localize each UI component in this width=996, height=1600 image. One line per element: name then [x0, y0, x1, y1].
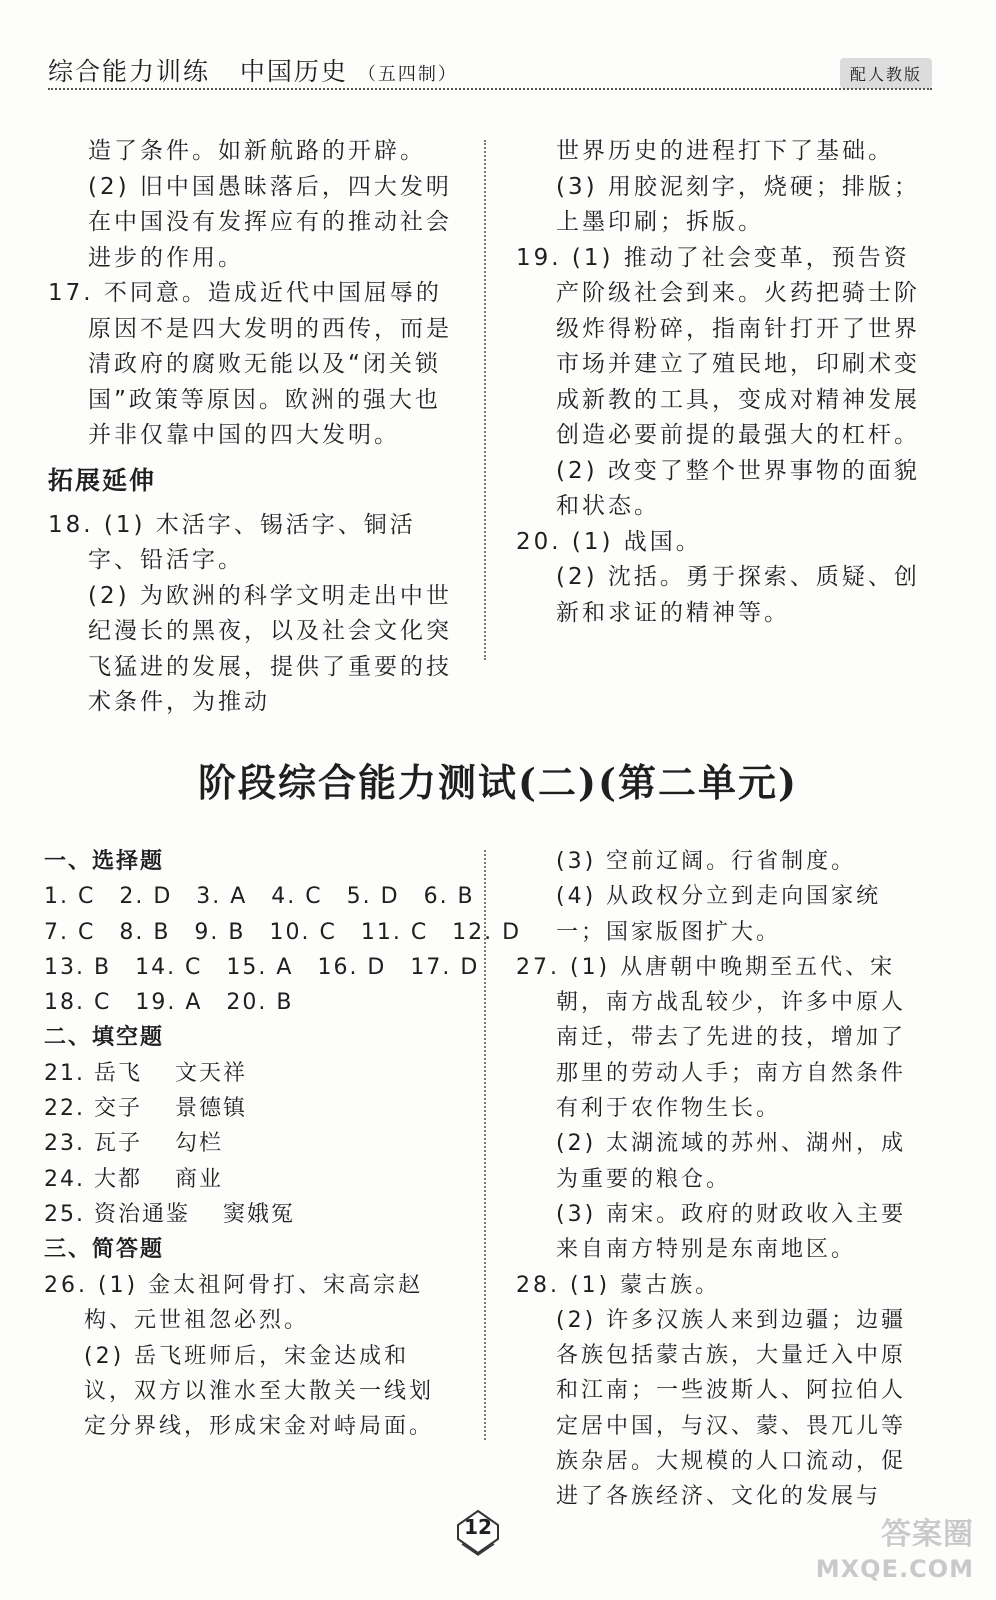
fill-answer-23: 23. 瓦子 勾栏: [44, 1131, 223, 1157]
book-title: 综合能力训练: [48, 57, 211, 86]
q19-part-1: 19. (1) 推动了社会变革，预告资产阶级社会到来。火药把骑士阶级炸得粉碎，指南针打开了世界市场并建立了殖民地，印刷术变成新教的工具，变成对精神发展创造必要前提的最强大的杠杆。: [516, 244, 920, 448]
mc-answers-row-3: 13. B 14. C 15. A 16. D 17. D: [44, 954, 480, 980]
fill-answer-21: 21. 岳飞 文天祥: [44, 1060, 247, 1086]
q18-part-3: (3) 用胶泥刻字，烧硬；排版；上墨印刷；拆版。: [556, 173, 920, 235]
q19-part-2: (2) 改变了整个世界事物的面貌和状态。: [556, 457, 920, 519]
mc-answers-row-4: 18. C 19. A 20. B: [44, 990, 294, 1016]
mc-answers-row-2: 7. C 8. B 9. B 10. C 11. C 12. D: [44, 919, 522, 945]
mc-answers-row-1: 1. C 2. D 3. A 4. C 5. D 6. B: [44, 884, 475, 910]
fill-answer-22: 22. 交子 景德镇: [44, 1096, 247, 1122]
q27-part-1: 27. (1) 从唐朝中晚期至五代、宋朝，南方战乱较少，许多中原人南迁，带去了先进的技，增加了那里的劳动人手；南方自然条件有利于农作物生长。: [516, 954, 907, 1122]
q18-part-2: (2) 为欧洲的科学文明走出中世纪漫长的黑夜，以及社会文化突飞猛进的发展，提供了重要的技术条件，为推动: [88, 582, 452, 715]
watermark-url: MXQE.COM: [815, 1555, 974, 1583]
q28-part-2: (2) 许多汉族人来到边疆；边疆各族包括蒙古族，大量迁入中原和江南；一些波斯人、阿拉伯人定居中国，与汉、蒙、畏兀儿等族杂居。大规模的人口流动，促进了各族经济、文化的发展与: [556, 1307, 907, 1510]
bottom-right-column: [516, 844, 928, 1515]
bottom-left-column: [44, 844, 522, 1268]
q26-part-3: (3) 空前辽阔。行省制度。: [556, 849, 857, 874]
heading-multiple-choice: 一、选择题: [44, 849, 165, 874]
section-title: 阶段综合能力测试(二)(第二单元): [198, 760, 798, 805]
heading-short-answer: 三、简答题: [44, 1237, 165, 1263]
header-rule: [48, 88, 932, 90]
watermark-name: 答案圈: [881, 1517, 974, 1552]
column-divider-bottom: [484, 850, 486, 1440]
q26-part-2: (2) 岳飞班师后，宋金达成和议，双方以淮水至大散关一线划定分界线，形成宋金对峙局面。: [84, 1343, 435, 1440]
top-right-column: [516, 134, 928, 631]
column-divider-top: [484, 140, 486, 660]
q18-part-1: 18. (1) 木活字、锡活字、铜活字、铅活字。: [48, 511, 416, 573]
q16-continuation: 造了条件。如新航路的开辟。: [88, 138, 426, 164]
q26-part-4: (4) 从政权分立到走向国家统一；国家版图扩大。: [556, 884, 882, 945]
section-heading-extension: 拓展延伸: [48, 465, 157, 495]
q27-part-2: (2) 太湖流域的苏州、湖州，成为重要的粮仓。: [556, 1131, 907, 1192]
q26-left-block: [44, 1268, 458, 1444]
q20-part-2: (2) 沈括。勇于探索、质疑、创新和求证的精神等。: [556, 564, 920, 626]
edition-badge: 配人教版: [840, 58, 932, 89]
q18-continuation: 世界历史的进程打下了基础。: [556, 138, 894, 164]
fill-answer-24: 24. 大都 商业: [44, 1166, 223, 1192]
fill-answer-25: 25. 资治通鉴 窦娥冤: [44, 1201, 295, 1227]
q20-part-1: 20. (1) 战国。: [516, 528, 702, 555]
watermark: [816, 1518, 974, 1586]
page-number: 12: [464, 1515, 492, 1539]
running-header: [48, 52, 458, 88]
q27-part-3: (3) 南宋。政府的财政收入主要来自南方特别是东南地区。: [556, 1201, 907, 1263]
q28-part-1: 28. (1) 蒙古族。: [516, 1272, 721, 1298]
subject-title: 中国历史: [239, 57, 348, 86]
q17-answer: 17. 不同意。造成近代中国屈辱的原因不是四大发明的西传，而是清政府的腐败无能以及“闭关锁国”政策等原因。欧洲的强大也并非仅靠中国的四大发明。: [48, 280, 452, 448]
q26-part-1: 26. (1) 金太祖阿骨打、宋高宗赵构、元世祖忽必烈。: [44, 1273, 424, 1334]
top-left-column: [48, 134, 458, 721]
q16-part-2: (2) 旧中国愚昧落后，四大发明在中国没有发挥应有的推动社会进步的作用。: [88, 173, 452, 271]
edition-label: （五四制）: [357, 64, 458, 85]
heading-fill-blank: 二、填空题: [44, 1025, 165, 1051]
